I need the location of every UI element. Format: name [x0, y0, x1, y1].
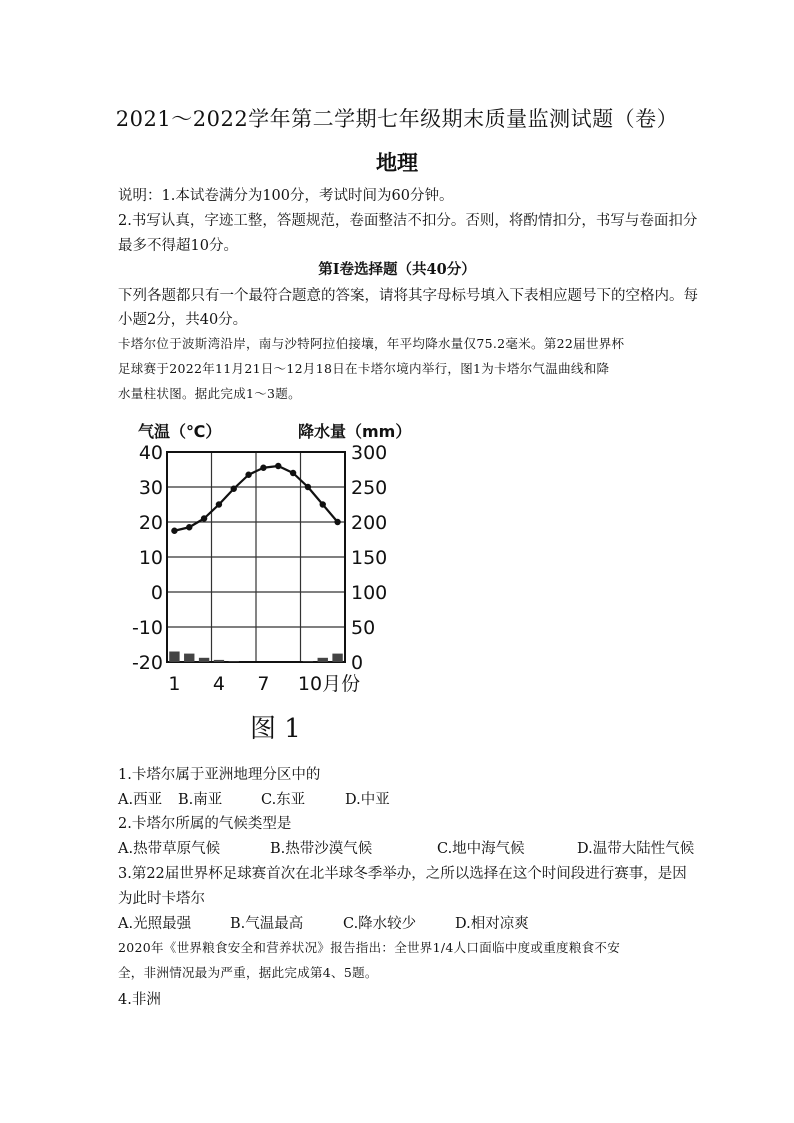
- question-1-stem: 1.卡塔尔属于亚洲地理分区中的: [118, 767, 321, 783]
- q2-option-c[interactable]: C.地中海气候: [437, 841, 525, 857]
- question-2-stem: 2.卡塔尔所属的气候类型是: [118, 816, 292, 832]
- subject-title: 地理: [376, 150, 418, 175]
- passage1-line-2: 足球赛于2022年11月21日～12月18日在卡塔尔境内举行，图1为卡塔尔气温曲线和降: [118, 361, 610, 376]
- q3-option-c[interactable]: C.降水较少: [343, 916, 417, 932]
- passage2-line-2: 全，非洲情况最为严重，据此完成第4、5题。: [118, 965, 378, 980]
- question-3-stem-cont: 为此时卡塔尔: [118, 891, 205, 907]
- right-tick-label: 100: [351, 582, 388, 604]
- temperature-point: [186, 524, 192, 530]
- temperature-point: [334, 519, 340, 525]
- right-tick-label: 250: [351, 477, 388, 499]
- q2-option-a[interactable]: A.热带草原气候: [118, 841, 221, 857]
- precip-bar: [318, 658, 328, 662]
- precip-bar: [332, 654, 342, 662]
- temperature-point: [216, 501, 222, 507]
- temperature-point: [320, 501, 326, 507]
- left-tick-label: 30: [138, 477, 163, 499]
- right-tick-label: 300: [351, 442, 388, 464]
- temperature-point: [171, 528, 177, 534]
- q3-option-b[interactable]: B.气温最高: [230, 916, 304, 932]
- temperature-point: [260, 465, 266, 471]
- x-tick-label: 10月份: [297, 673, 361, 695]
- temperature-point: [231, 486, 237, 492]
- left-tick-label: -20: [131, 652, 163, 674]
- left-axis-title: 气温（℃）: [138, 422, 222, 441]
- precip-bar: [214, 660, 224, 662]
- right-tick-label: 0: [351, 652, 364, 674]
- temperature-point: [305, 484, 311, 490]
- temperature-point: [201, 515, 207, 521]
- instruction-line-3: 最多不得超10分。: [118, 238, 238, 254]
- precip-bar: [229, 661, 239, 662]
- x-tick-label: 7: [257, 673, 270, 695]
- q3-option-d[interactable]: D.相对凉爽: [455, 916, 529, 932]
- left-tick-label: 0: [150, 582, 163, 604]
- right-tick-label: 50: [351, 617, 376, 639]
- left-tick-label: -10: [131, 617, 163, 639]
- question-2-options: [118, 837, 694, 858]
- q1-option-a[interactable]: A.西亚: [118, 792, 163, 808]
- x-tick-label: 4: [212, 673, 225, 695]
- left-tick-label: 40: [138, 442, 163, 464]
- left-tick-label: 20: [138, 512, 163, 534]
- right-tick-label: 150: [351, 547, 388, 569]
- question-4-stem: 4.非洲: [118, 992, 161, 1008]
- section-intro-2: 小题2分，共40分。: [118, 312, 248, 328]
- right-tick-label: 200: [351, 512, 388, 534]
- figure-caption: 图 1: [250, 714, 301, 744]
- q2-option-b[interactable]: B.热带沙漠气候: [270, 841, 373, 857]
- temperature-point: [245, 472, 251, 478]
- instruction-line-1: 说明：1.本试卷满分为100分，考试时间为60分钟。: [118, 188, 454, 204]
- passage1-line-1: 卡塔尔位于波斯湾沿岸，南与沙特阿拉伯接壤，年平均降水量仅75.2毫米。第22届世界杯: [118, 336, 625, 351]
- climate-chart: [120, 415, 420, 700]
- precip-bar: [184, 654, 194, 662]
- q1-option-d[interactable]: D.中亚: [345, 792, 390, 808]
- section-intro-1: 下列各题都只有一个最符合题意的答案，请将其字母标号填入下表相应题号下的空格内。每: [118, 288, 698, 304]
- question-3-stem: 3.第22届世界杯足球赛首次在北半球冬季举办，之所以选择在这个时间段进行赛事，是因: [118, 866, 687, 882]
- left-tick-label: 10: [138, 547, 163, 569]
- question-3-options: [118, 912, 529, 933]
- passage1-line-3: 水量柱状图。据此完成1～3题。: [118, 386, 301, 401]
- question-1-options: [118, 788, 390, 809]
- right-axis-title: 降水量（mm）: [298, 422, 412, 441]
- q2-option-d[interactable]: D.温带大陆性气候: [577, 841, 695, 857]
- temperature-point: [275, 463, 281, 469]
- q1-option-b[interactable]: B.南亚: [178, 792, 223, 808]
- section-heading: 第Ⅰ卷选择题（共40分）: [318, 261, 476, 278]
- x-tick-label: 1: [168, 673, 181, 695]
- q1-option-c[interactable]: C.东亚: [261, 792, 306, 808]
- exam-title: 2021～2022学年第二学期七年级期末质量监测试题（卷）: [115, 107, 679, 131]
- q3-option-a[interactable]: A.光照最强: [118, 916, 192, 932]
- precip-bar: [303, 661, 313, 662]
- precip-bar: [199, 658, 209, 662]
- temperature-point: [290, 470, 296, 476]
- passage2-line-1: 2020年《世界粮食安全和营养状况》报告指出：全世界1/4人口面临中度或重度粮食不安: [118, 940, 621, 955]
- precip-bar: [169, 652, 179, 663]
- instruction-line-2: 2.书写认真，字迹工整，答题规范，卷面整洁不扣分。否则，将酌情扣分，书写与卷面扣分: [118, 213, 698, 229]
